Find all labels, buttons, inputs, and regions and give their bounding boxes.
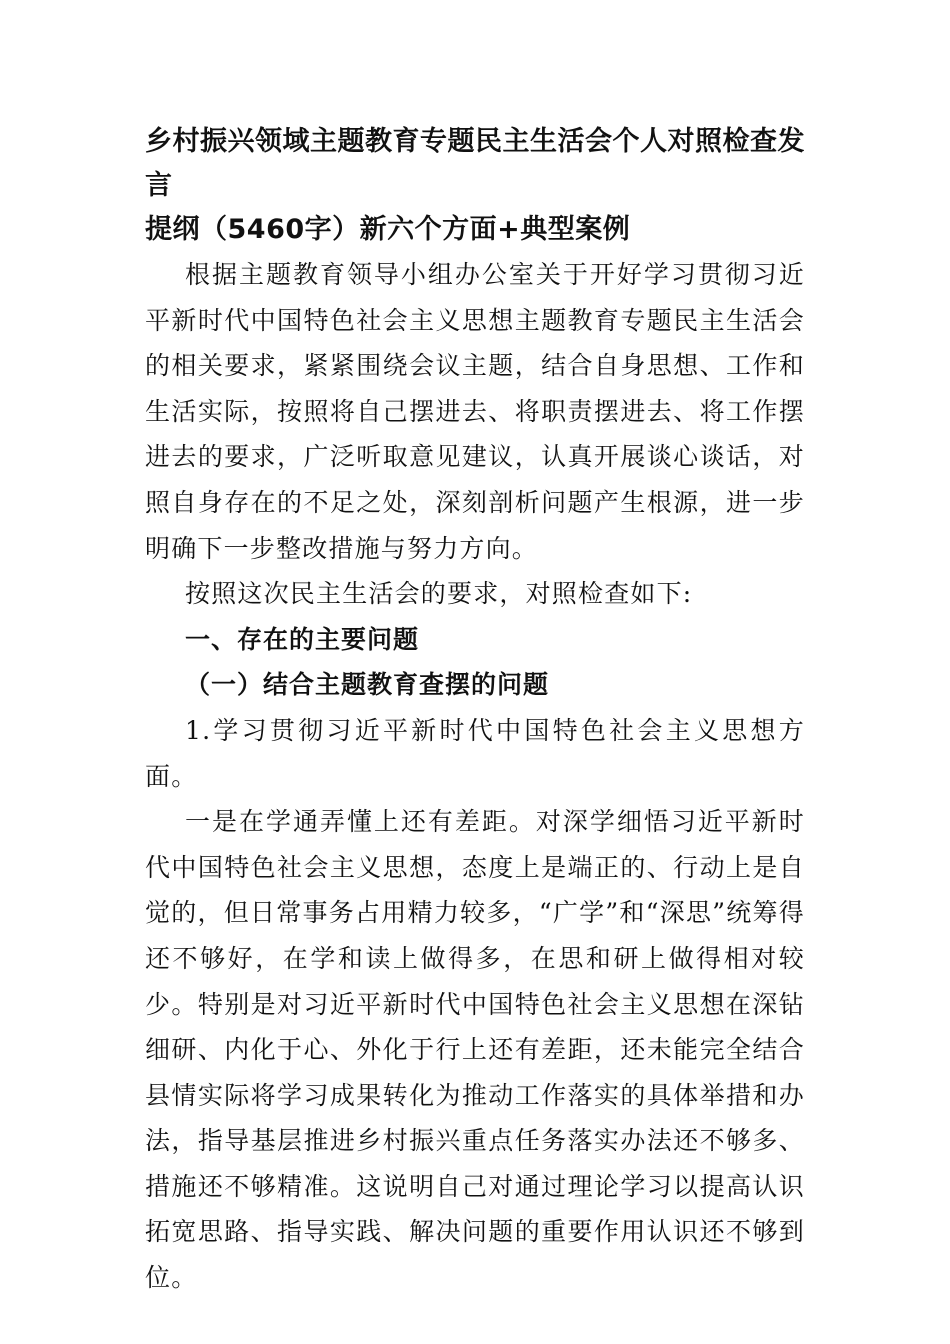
- item-heading: 1.学习贯彻习近平新时代中国特色社会主义思想方面。: [145, 715, 805, 791]
- document-page: [145, 120, 805, 1301]
- subsection-heading: （一）结合主题教育查摆的问题: [185, 670, 550, 700]
- intro-paragraph: 根据主题教育领导小组办公室关于开好学习贯彻习近平新时代中国特色社会主义思想主题教育专题民主生活会的相关要求，紧紧围绕会议主题，结合自身思想、工作和生活实际，按照将自己摆进去、将职责摆进去、将工作摆进去的要求，广泛听取意见建议，认真开展谈心谈话，对照自身存在的不足之处，深刻剖析问题产生根源，进一步明确下一步整改措施与努力方向。: [145, 260, 805, 563]
- section-heading: 一、存在的主要问题: [185, 624, 420, 654]
- point-paragraph: 一是在学通弄懂上还有差距。对深学细悟习近平新时代中国特色社会主义思想，态度上是端正的、行动上是自觉的，但日常事务占用精力较多，“广学”和“深思”统筹得还不够好，在学和读上做得多，在思和研上做得相对较少。特别是对习近平新时代中国特色社会主义思想在深钻细研、内化于心、外化于行上还有差距，还未能完全结合县情实际将学习成果转化为推动工作落实的具体举措和办法，指导基层推进乡村振兴重点任务落实办法还不够多、措施还不够精准。这说明自己对通过理论学习以提高认识拓宽思路、指导实践、解决问题的重要作用认识还不够到位。: [145, 807, 805, 1293]
- document-title: [145, 120, 805, 252]
- title-line-1: 乡村振兴领域主题教育专题民主生活会个人对照检查发言: [145, 126, 805, 201]
- title-line-2: 提纲（5460字）新六个方面+典型案例: [145, 214, 631, 245]
- lead-paragraph: 按照这次民主生活会的要求，对照检查如下:: [185, 579, 693, 609]
